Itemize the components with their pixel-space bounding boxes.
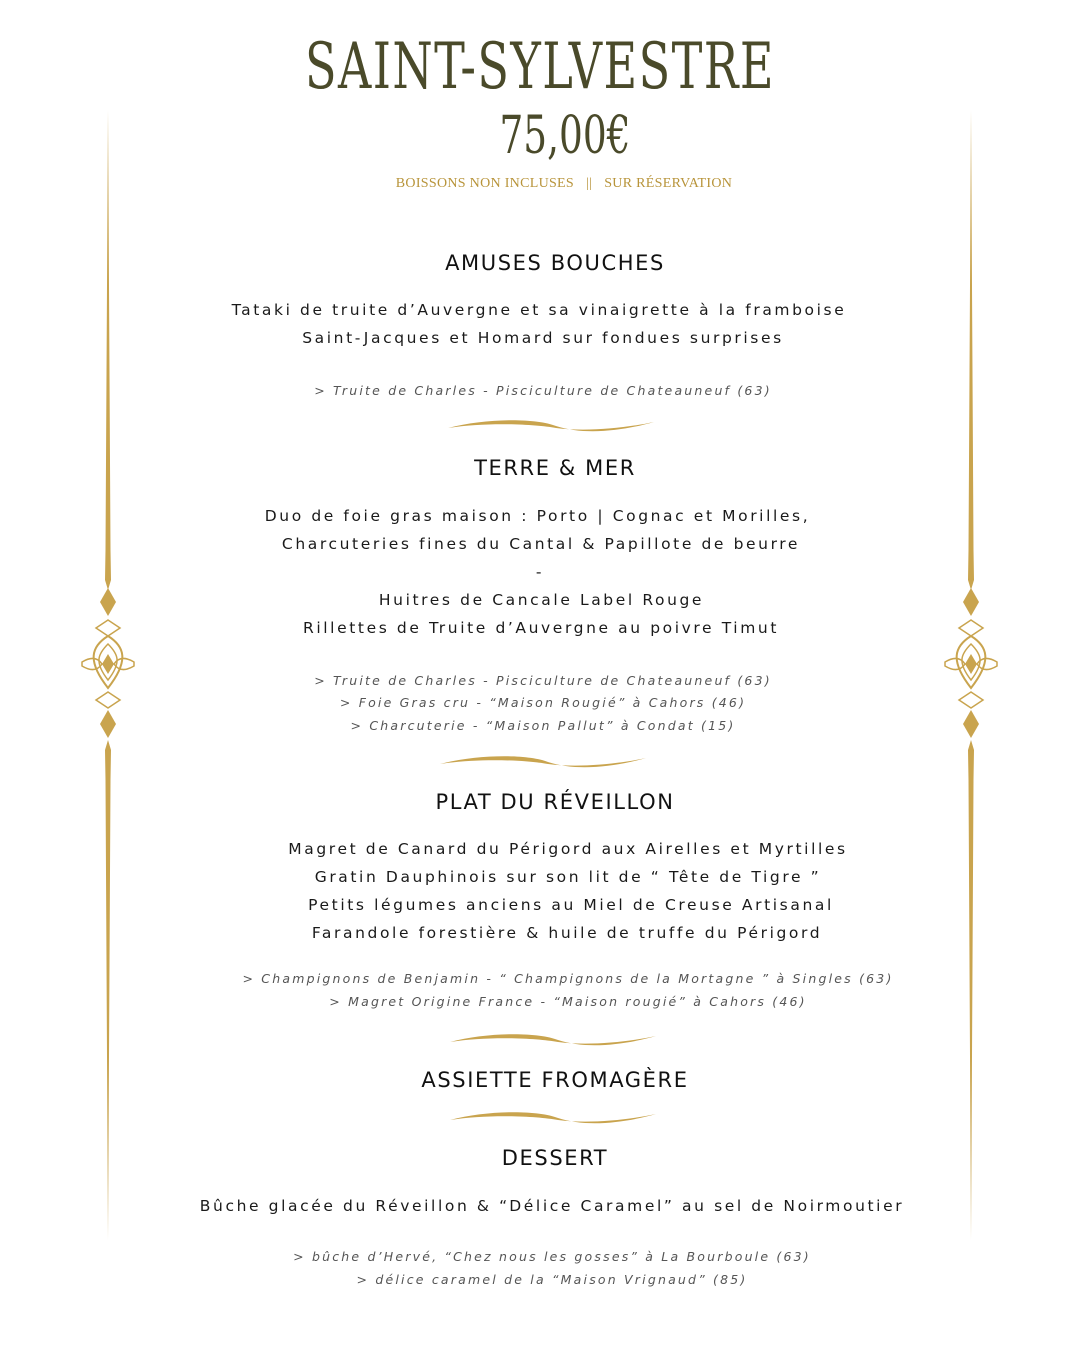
menu-item: Rillettes de Truite d’Auvergne au poivre Timut (302, 619, 780, 637)
section-title-plat-du-reveillon: PLAT DU RÉVEILLON (435, 790, 675, 814)
menu-info (0, 174, 1080, 194)
producer-note: > bûche d’Hervé, “Chez nous les gosses” à La Bourboule (63) (293, 1249, 811, 1264)
menu-item-separator: - (535, 563, 545, 581)
drinks-note: BOISSONS NON INCLUSES (395, 176, 574, 191)
menu-item: Charcuteries fines du Cantal & Papillote de beurre (281, 535, 801, 553)
menu-price: 75,00€ (499, 106, 631, 166)
section-title-amuses-bouches: AMUSES BOUCHES (445, 251, 665, 275)
menu-item: Gratin Dauphinois sur son lit de “ Tête de Tigre ” (314, 868, 822, 886)
gold-swoosh-divider-icon (438, 752, 648, 772)
menu-item: Duo de foie gras maison : Porto | Cognac et Morilles, (264, 507, 811, 525)
menu-title: SAINT-SYLVESTRE (304, 30, 776, 104)
reservation-note: SUR RÉSERVATION (604, 176, 733, 191)
section-title-assiette-fromagere: ASSIETTE FROMAGÈRE (421, 1068, 689, 1092)
section-title-terre-mer: TERRE & MER (474, 456, 636, 480)
producer-note: > Truite de Charles - Pisciculture de Chateauneuf (63) (314, 383, 772, 398)
menu-item: Farandole forestière & huile de truffe du Périgord (311, 924, 823, 942)
producer-note: > Foie Gras cru - “Maison Rougié” à Cahors (46) (339, 695, 747, 710)
menu-item: Magret de Canard du Périgord aux Airelles et Myrtilles (288, 840, 848, 858)
menu-item: Bûche glacée du Réveillon & “Délice Caramel” au sel de Noirmoutier (199, 1197, 905, 1215)
info-separator: || (586, 176, 593, 191)
menu-item: Saint-Jacques et Homard sur fondues surprises (302, 329, 784, 347)
producer-note: > Truite de Charles - Pisciculture de Chateauneuf (63) (314, 673, 772, 688)
producer-note: > délice caramel de la “Maison Vrignaud” (85) (356, 1272, 748, 1287)
producer-note: > Charcuterie - “Maison Pallut” à Condat (15) (350, 718, 736, 733)
producer-note: > Champignons de Benjamin - “ Champignons de la Mortagne ” à Singles (63) (242, 971, 894, 986)
section-title-dessert: DESSERT (501, 1146, 609, 1170)
menu-item: Petits légumes anciens au Miel de Creuse Artisanal (308, 896, 834, 914)
menu-item: Huitres de Cancale Label Rouge (378, 591, 705, 609)
menu-item: Tataki de truite d’Auvergne et sa vinaigrette à la framboise (231, 301, 847, 319)
gold-swoosh-divider-icon (448, 1030, 658, 1050)
gold-swoosh-divider-icon (448, 1108, 658, 1128)
producer-note: > Magret Origine France - “Maison rougié” à Cahors (46) (329, 994, 807, 1009)
gold-swoosh-divider-icon (446, 416, 656, 436)
